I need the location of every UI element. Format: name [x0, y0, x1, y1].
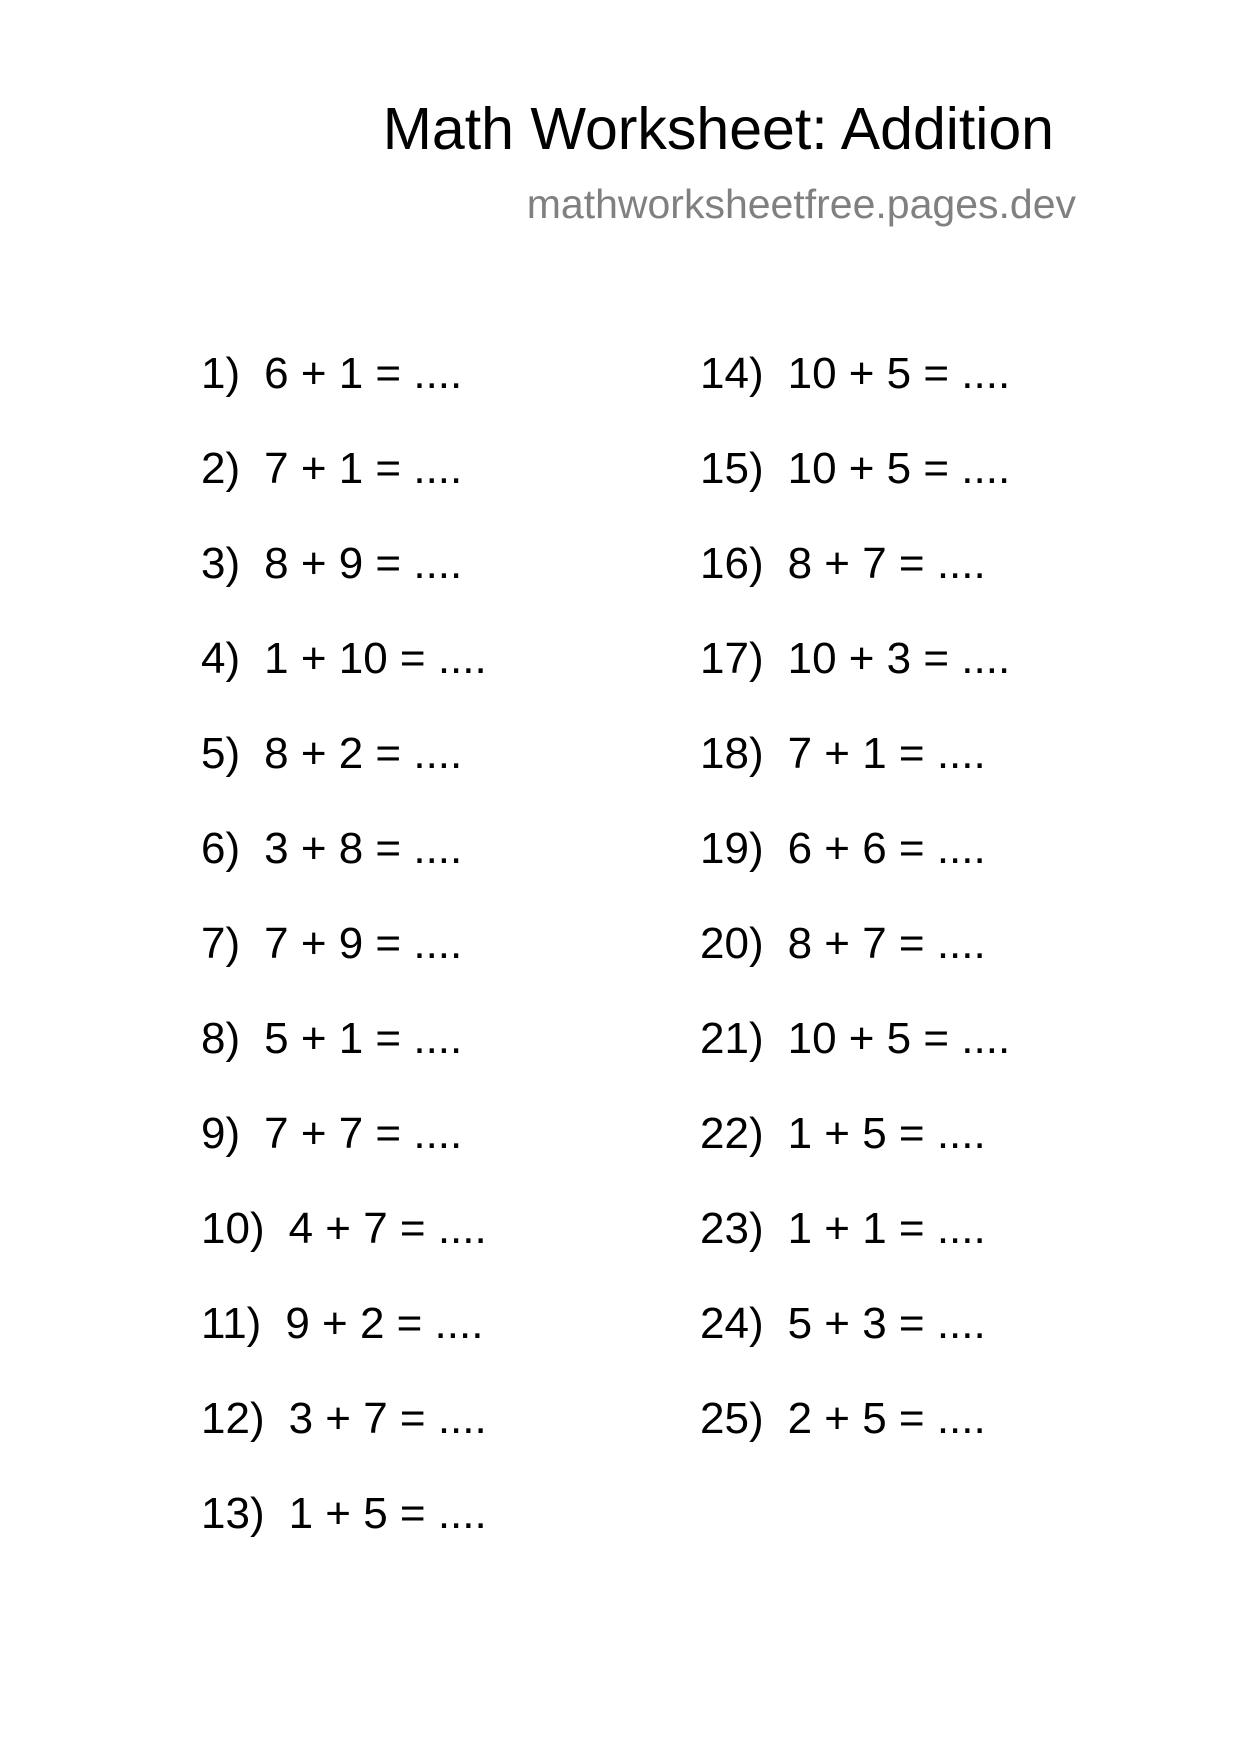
problem-expression: 1 + 5 = ....: [288, 1489, 487, 1538]
problem-item: [201, 1394, 487, 1492]
problem-expression: 10 + 3 = ....: [787, 634, 1011, 683]
problem-number: 19): [700, 824, 764, 873]
problem-item: [201, 1299, 487, 1397]
problem-item: [700, 1109, 1010, 1207]
problem-number: 7): [201, 919, 241, 968]
problem-item: [700, 1394, 1010, 1492]
problem-item: [201, 539, 487, 637]
problem-expression: 10 + 5 = ....: [787, 1014, 1011, 1063]
problem-number: 10): [201, 1204, 265, 1253]
problem-item: [201, 349, 487, 447]
problem-item: [700, 539, 1010, 637]
problem-number: 3): [201, 539, 241, 588]
page-title: Math Worksheet: Addition: [382, 96, 1054, 162]
problem-number: 1): [201, 349, 241, 398]
problem-number: 11): [201, 1299, 262, 1348]
problem-expression: 10 + 5 = ....: [787, 349, 1011, 398]
problem-expression: 1 + 10 = ....: [264, 634, 487, 683]
problem-column-left: [201, 349, 487, 1587]
problem-item: [700, 444, 1011, 542]
problem-number: 20): [700, 919, 764, 968]
problem-number: 16): [700, 539, 764, 588]
problem-expression: 7 + 1 = ....: [264, 444, 463, 493]
problem-number: 12): [201, 1394, 265, 1443]
problem-number: 23): [700, 1204, 764, 1253]
problem-expression: 7 + 7 = ....: [264, 1109, 463, 1158]
problem-item: [700, 349, 1011, 447]
problem-item: [201, 1489, 487, 1587]
problem-item: [201, 919, 487, 1017]
problem-number: 24): [700, 1299, 764, 1348]
problem-expression: 5 + 1 = ....: [264, 1014, 463, 1063]
problem-number: 13): [201, 1489, 265, 1538]
problem-item: [201, 824, 487, 922]
problem-expression: 6 + 6 = ....: [787, 824, 986, 873]
problem-expression: 8 + 2 = ....: [264, 729, 463, 778]
problem-column-right: [700, 349, 1011, 1492]
problem-number: 9): [201, 1109, 241, 1158]
problem-number: 15): [700, 444, 764, 493]
problem-item: [700, 729, 1010, 827]
problem-expression: 7 + 9 = ....: [264, 919, 463, 968]
problem-expression: 1 + 1 = ....: [787, 1204, 986, 1253]
problem-expression: 6 + 1 = ....: [264, 349, 463, 398]
problem-expression: 1 + 5 = ....: [787, 1109, 986, 1158]
problem-number: 6): [201, 824, 241, 873]
problem-item: [201, 729, 487, 827]
problem-expression: 8 + 7 = ....: [787, 919, 986, 968]
problem-item: [700, 634, 1011, 732]
problem-number: 17): [700, 634, 764, 683]
problem-number: 14): [700, 349, 764, 398]
problem-expression: 2 + 5 = ....: [787, 1394, 986, 1443]
problem-item: [201, 1109, 487, 1207]
problem-number: 5): [201, 729, 241, 778]
problem-expression: 9 + 2 = ....: [285, 1299, 484, 1348]
problem-item: [700, 824, 1010, 922]
problem-number: 25): [700, 1394, 764, 1443]
problem-expression: 4 + 7 = ....: [288, 1204, 487, 1253]
problem-item: [700, 1299, 1010, 1397]
problem-item: [201, 444, 487, 542]
problem-number: 4): [201, 634, 241, 683]
problem-number: 8): [201, 1014, 241, 1063]
problem-expression: 8 + 9 = ....: [264, 539, 463, 588]
problem-number: 18): [700, 729, 764, 778]
problem-item: [700, 1014, 1011, 1112]
problem-item: [700, 919, 1010, 1017]
problem-expression: 7 + 1 = ....: [787, 729, 986, 778]
problem-item: [201, 634, 487, 732]
problem-expression: 8 + 7 = ....: [787, 539, 986, 588]
problem-expression: 10 + 5 = ....: [787, 444, 1011, 493]
site-url: mathworksheetfree.pages.dev: [526, 181, 1076, 227]
problem-number: 21): [700, 1014, 764, 1063]
problem-expression: 5 + 3 = ....: [787, 1299, 986, 1348]
problem-item: [201, 1014, 487, 1112]
problem-item: [700, 1204, 1010, 1302]
problem-number: 2): [201, 444, 241, 493]
problem-item: [201, 1204, 487, 1302]
problem-expression: 3 + 8 = ....: [264, 824, 463, 873]
problem-number: 22): [700, 1109, 764, 1158]
problem-expression: 3 + 7 = ....: [288, 1394, 487, 1443]
